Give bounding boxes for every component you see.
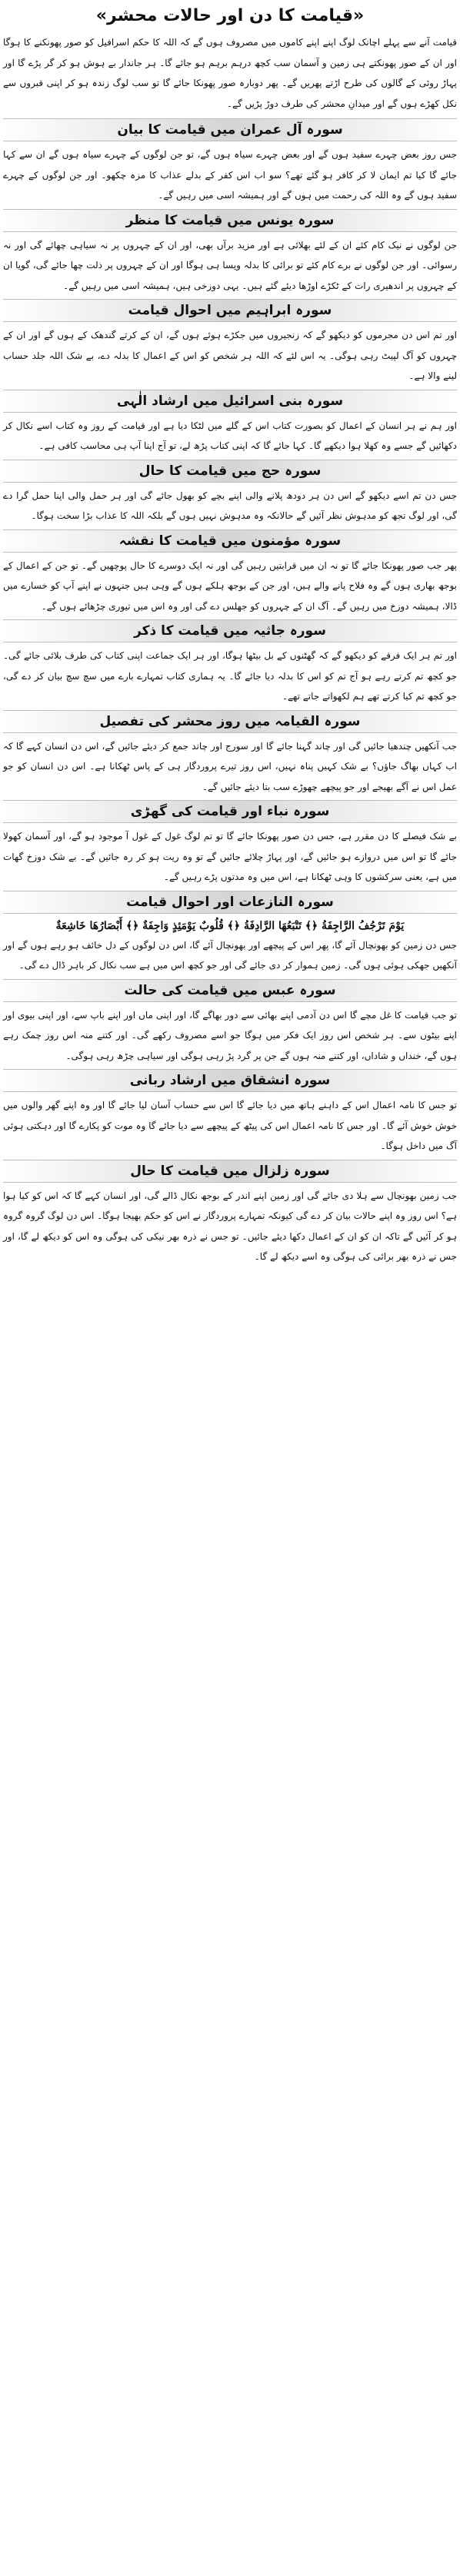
section-heading: سورہ آل عمران میں قیامت کا بیان [3, 118, 457, 141]
section-hajj [3, 460, 457, 526]
section-qiyamah [3, 710, 457, 798]
section-jasiya [3, 619, 457, 707]
section-text: جب زمین بھونچال سے ہلا دی جائے گی اور زمین اپنے اندر کے بوجھ نکال ڈالے گی، اور انسان کہے گا کہ اس کو کیا ہوا ہے؟ اس روز وہ اپنے حالات بیان کر دے گی کیونکہ تمہارے پروردگار نے اس کو حکم بھیجا ہوگا۔ اس دن لوگ گروہ گروہ ہو کر آئیں گے تاکہ ان کو ان کے اعمال دکھا دیئے جائیں۔ تو جس نے ذرہ بھر نیکی کی ہوگی وہ اس کو دیکھ لے گا، اور جس نے ذرہ بھر برائی کی ہوگی وہ اسے دیکھ لے گا۔ [2, 1190, 457, 1262]
section-heading: سورہ جاثیہ میں قیامت کا ذکر [3, 619, 457, 642]
section-text: جس دن زمین کو بھونچال آئے گا، پھر اس کے پیچھے اور بھونچال آئے گا، اس دن لوگوں کے دل خائف ہو رہے ہوں گے اور آنکھیں جھکی ہوئی ہوں گی۔ زمین ہموار کر دی جائے گی اور جو کچھ اس میں ہے سب نکال کر باہر ڈال دے گی۔ [3, 939, 457, 971]
section-heading: سورہ نباء اور قیامت کی گھڑی [3, 800, 457, 823]
section-text: اور تم ہر ایک فرقے کو دیکھو گے کہ گھٹنوں کے بل بیٹھا ہوگا، اور ہر ایک جماعت اپنی کتاب کی طرف بلائی جائے گی۔ جو کچھ تم کرتے رہے ہو آج تم کو اس کا بدلہ دیا جائے گا۔ یہ ہماری کتاب تمہارے بارے میں سچ سچ بیان کر دے گی، جو کچھ تم کیا کرتے تھے ہم لکھواتے جاتے تھے۔ [3, 650, 457, 702]
section-heading: سورہ القیامہ میں روز محشر کی تفصیل [3, 710, 457, 733]
section-naba [3, 800, 457, 888]
section-text: پھر جب صور پھونکا جائے گا تو نہ ان میں قرابتیں رہیں گی اور نہ ایک دوسرے کا حال پوچھیں گے۔ تو جن کے اعمال کے بوجھ بھاری ہوں گے وہ فلاح پانے والے ہیں، اور جن کے بوجھ ہلکے ہوں گے وہی ہیں جنہوں نے اپنے آپ کو خسارے میں ڈالا، ہمیشہ دوزخ میں رہیں گے۔ آگ ان کے چہروں کو جھلس دے گی اور وہ اس میں تیوری چڑھائے ہوں گے۔ [3, 559, 457, 612]
section-heading: سورہ مؤمنون میں قیامت کا نقشہ [3, 529, 457, 553]
section-text: تو جس کا نامہ اعمال اس کے داہنے ہاتھ میں دیا جائے گا اس سے حساب آسان لیا جائے گا اور وہ اپنے گھر والوں میں خوش خوش آئے گا۔ اور جس کا نامہ اعمال اس کی پیٹھ کے پیچھے سے دیا جائے گا وہ موت کو پکارے گا اور دہکتی ہوئی آگ میں داخل ہوگا۔ [3, 1100, 457, 1151]
section-ibrahim [3, 299, 457, 387]
section-heading: سورہ یونس میں قیامت کا منظر [3, 209, 457, 232]
intro-paragraph: قیامت آنے سے پہلے اچانک لوگ اپنے اپنے کاموں میں مصروف ہوں گے کہ اللہ کا حکم اسرافیل کو صور پھونکنے کا ہوگا اور ان کے صور پھونکتے ہی زمین و آسمان سب کچھ درہم برہم ہو جائے گا۔ ہر جاندار بے ہوش ہو کر گر پڑے گا اور پہاڑ روئی کے گالوں کی طرح اڑتے پھریں گے۔ پھر دوبارہ صور پھونکا جائے گا تو سب لوگ زندہ ہو کر اپنی قبروں سے نکل کھڑے ہوں گے اور میدانِ محشر کی طرف دوڑ پڑیں گے۔ [3, 37, 457, 109]
section-heading: سورہ بنی اسرائیل میں ارشاد الٰہی [3, 390, 457, 413]
section-text: بے شک فیصلے کا دن مقرر ہے، جس دن صور پھونکا جائے گا تو تم لوگ غول کے غول آ موجود ہو گے، اور آسمان کھولا جائے گا تو اس میں دروازے ہو جائیں گے، اور پہاڑ چلائے جائیں گے تو وہ ریت ہو کر رہ جائیں گے۔ بے شک دوزخ گھات میں ہے، یعنی سرکشوں کا وہی ٹھکانا ہے، اس میں وہ مدتوں پڑے رہیں گے۔ [3, 831, 457, 882]
section-heading: سورہ زلزال میں قیامت کا حال [3, 1160, 457, 1183]
section-heading: سورہ ابراہیم میں احوال قیامت [3, 299, 457, 322]
section-abasa [3, 979, 457, 1067]
section-text: جن لوگوں نے نیک کام کئے ان کے لئے بھلائی ہے اور مزید برآں بھی، اور ان کے چہروں پر نہ سیاہی چھائے گی اور نہ رسوائی۔ اور جن لوگوں نے برے کام کئے تو برائی کا بدلہ ویسا ہی ہوگا اور ان کے چہروں پر ذلت چھا جائے گی، گویا ان کے چہروں پر اندھیری رات کے ٹکڑے اوڑھا دیئے گئے ہیں۔ یہی دوزخی ہیں، ہمیشہ اسی میں رہیں گے۔ [3, 239, 457, 291]
section-text: اور تم اس دن مجرموں کو دیکھو گے کہ زنجیروں میں جکڑے ہوئے ہوں گے، ان کے کرتے گندھک کے ہوں گے اور ان کے چہروں کو آگ لپیٹ رہی ہوگی۔ یہ اس لئے کہ اللہ ہر شخص کو اس کے اعمال کا بدلہ دے، بے شک اللہ جلد حساب لینے والا ہے۔ [3, 330, 457, 381]
section-naziat [3, 891, 457, 976]
section-heading: سورہ عبس میں قیامت کی حالت [3, 979, 457, 1002]
section-zilzal [3, 1160, 457, 1267]
section-text: جس روز بعض چہرے سفید ہوں گے اور بعض چہرے سیاہ ہوں گے، تو جن لوگوں کے چہرے سیاہ ہوں گے ان سے کہا جائے گا کیا تم ایمان لا کر کافر ہو گئے تھے؟ سو اب اس کفر کے بدلے عذاب کا مزہ چکھو۔ اور جن لوگوں کے چہرے سفید ہوں گے وہ اللہ کی رحمت میں ہوں گے اور ہمیشہ اسی میں رہیں گے۔ [3, 149, 457, 201]
section-heading: سورہ انشقاق میں ارشاد ربانی [3, 1069, 457, 1092]
section-aal-imran [3, 118, 457, 206]
page-title: «قیامت کا دن اور حالات محشر» [95, 6, 365, 25]
section-heading: سورہ النازعات اور احوال قیامت [3, 891, 457, 914]
section-heading: سورہ حج میں قیامت کا حال [3, 460, 457, 483]
section-text: جب آنکھیں چندھیا جائیں گی اور چاند گہنا جائے گا اور سورج اور چاند جمع کر دیئے جائیں گے، اس دن انسان کہے گا کہ اب کہاں بھاگ جاؤں؟ بے شک کہیں پناہ نہیں، اس روز تیرے پروردگار ہی کے پاس ٹھکانا ہے۔ اس دن انسان کو جو عمل اس نے آگے بھیجے اور جو پیچھے چھوڑے سب بتا دیئے جائیں گے۔ [3, 740, 457, 792]
section-text: جس دن تم اسے دیکھو گے اس دن ہر دودھ پلانے والی اپنے بچے کو بھول جائے گی اور ہر حمل والی اپنا حمل گرا دے گی، اور لوگ تجھ کو مدہوش نظر آئیں گے حالانکہ وہ مدہوش نہیں ہوں گے بلکہ اللہ کا عذاب بڑا سخت ہوگا۔ [3, 490, 457, 521]
section-text: تو جب قیامت کا غل مچے گا اس دن آدمی اپنے بھائی سے دور بھاگے گا، اور اپنی ماں اور اپنے باپ سے، اور اپنی بیوی اور اپنے بیٹوں سے۔ ہر شخص اس روز ایک فکر میں ہوگا جو اسے مصروف رکھے گی۔ اور کتنے منہ اس روز چمک رہے ہوں گے، خنداں و شاداں، اور کتنے منہ ہوں گے جن پر گرد پڑ رہی ہوگی اور سیاہی چڑھ رہی ہوگی۔ [3, 1009, 457, 1061]
section-inshiqaq [3, 1069, 457, 1157]
section-bani-israel [3, 390, 457, 456]
arabic-verse: یَوْمَ تَرْجُفُ الرَّاجِفَةُ ﴿﴾ تَتْبَعُهَا الرَّادِفَةُ ﴿﴾ قُلُوبٌ يَوْمَئِذٍ وَاجِفَةٌ ﴿﴾ أَبْصَارُهَا خَاشِعَةٌ [55, 919, 405, 932]
section-text: اور ہم نے ہر انسان کے اعمال کو بصورت کتاب اس کے گلے میں لٹکا دیا ہے اور قیامت کے روز وہ کتاب اسے نکال کر دکھائیں گے جسے وہ کھلا ہوا دیکھے گا۔ کہا جائے گا کہ اپنی کتاب پڑھ لے، تو آج اپنا آپ ہی محاسب کافی ہے۔ [3, 420, 457, 451]
section-yunus [3, 209, 457, 297]
section-muminoon [3, 529, 457, 617]
